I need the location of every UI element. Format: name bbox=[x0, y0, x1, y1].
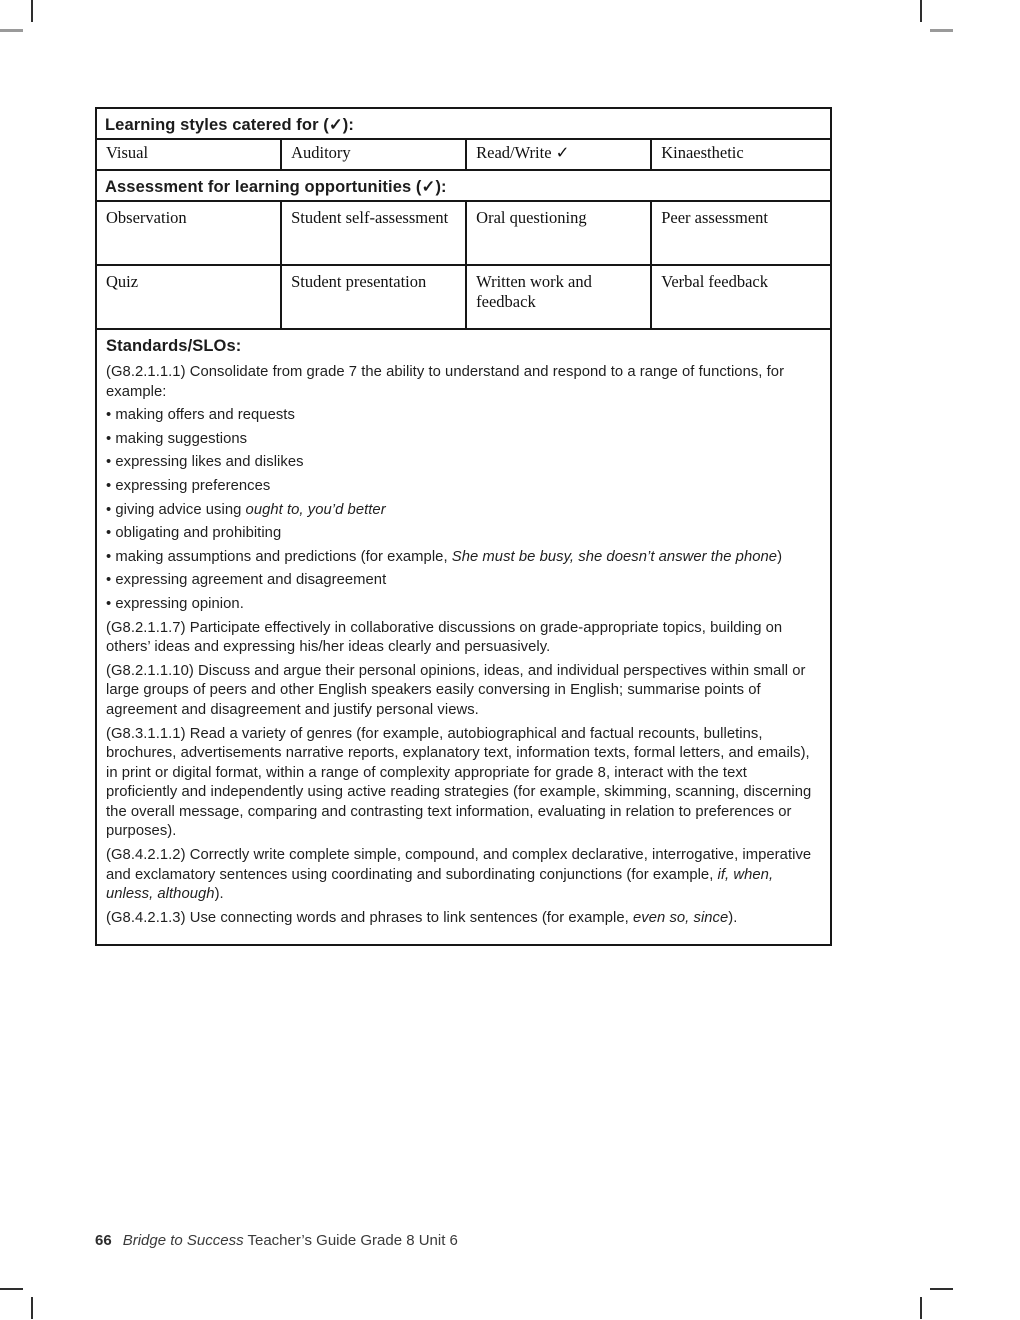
standards-body bbox=[106, 363, 821, 928]
learning-style-auditory: Auditory bbox=[282, 140, 467, 169]
footer-book-title: Bridge to Success bbox=[122, 1232, 244, 1249]
learning-style-kinaesthetic: Kinaesthetic bbox=[661, 143, 744, 162]
assessment-header: Assessment for learning opportunities (✓): bbox=[97, 171, 830, 202]
standards-bullet-item: • giving advice using ought to, you’d better bbox=[106, 501, 386, 518]
assessment-peer-assessment: Peer assessment bbox=[661, 208, 769, 227]
lesson-info-table bbox=[95, 107, 832, 946]
standards-bullet-item: • expressing agreement and disagreement bbox=[106, 572, 387, 589]
standards-paragraph: (G8.2.1.1.10) Discuss and argue their personal opinions, ideas, and individual perspectives within small or large groups of peers and other English speakers easily conversing in English; summarise points of agreement and disagreement and justify personal views. bbox=[106, 662, 806, 718]
bullet-marker: • bbox=[106, 501, 116, 518]
bullet-marker: • bbox=[106, 454, 116, 471]
assessment-quiz: Quiz bbox=[97, 266, 282, 328]
standards-bullet-item: • expressing preferences bbox=[106, 477, 271, 494]
learning-style-visual: Visual bbox=[97, 140, 282, 169]
bullet-marker: • bbox=[106, 548, 116, 565]
crop-mark-top-right-horizontal bbox=[930, 29, 953, 32]
page-number: 66 bbox=[95, 1232, 112, 1249]
assessment-row-2 bbox=[97, 266, 830, 330]
crop-mark-top-left-horizontal bbox=[0, 29, 23, 32]
standards-paragraph: (G8.3.1.1.1) Read a variety of genres (for example, autobiographical and factual recounts, bulletins, brochures, advertisements narrative reports, explanatory text, information texts, formal letters, and emails), in print or digital format, within a range of complexity appropriate for grade 8, interact with the text proficiently and independently using active reading strategies (for example, skimming, scanning, discerning the overall message, comparing and contrasting text information, evaluating in relation to preferences or purposes). bbox=[106, 725, 812, 840]
standards-paragraph: (G8.2.1.1.7) Participate effectively in collaborative discussions on grade-appropriate topics, building on others’ ideas and expressing his/her ideas clearly and persuasively. bbox=[106, 619, 783, 656]
bullet-marker: • bbox=[106, 525, 116, 542]
assessment-observation: Observation bbox=[97, 202, 282, 264]
bullet-marker: • bbox=[106, 595, 116, 612]
page-footer bbox=[95, 1232, 458, 1249]
bullet-marker: • bbox=[106, 407, 116, 424]
standards-bullet-item: • making suggestions bbox=[106, 430, 248, 447]
learning-styles-header: Learning styles catered for (✓): bbox=[97, 109, 830, 140]
crop-mark-bottom-left-vertical bbox=[31, 1297, 33, 1319]
standards-bullet-item: • expressing opinion. bbox=[106, 595, 244, 612]
assessment-row-1 bbox=[97, 202, 830, 266]
standards-bullet-item: • making offers and requests bbox=[106, 407, 295, 424]
bullet-marker: • bbox=[106, 477, 116, 494]
bullet-marker: • bbox=[106, 430, 116, 447]
standards-paragraph: (G8.4.2.1.2) Correctly write complete simple, compound, and complex declarative, interrogative, imperative and exclamatory sentences using coordinating and subordinating conjunctions (for example, if, when, unless, although). bbox=[106, 847, 812, 903]
crop-mark-bottom-right-horizontal bbox=[930, 1288, 953, 1290]
crop-mark-bottom-right-vertical bbox=[920, 1297, 922, 1319]
standards-paragraph: (G8.4.2.1.3) Use connecting words and phrases to link sentences (for example, even so, since). bbox=[106, 909, 738, 926]
assessment-student-presentation: Student presentation bbox=[282, 266, 467, 328]
bullet-marker: • bbox=[106, 572, 116, 589]
standards-bullet-item: • making assumptions and predictions (for example, She must be busy, she doesn’t answer the phone) bbox=[106, 548, 783, 565]
standards-paragraph: (G8.2.1.1.1) Consolidate from grade 7 the ability to understand and respond to a range of functions, for example: bbox=[106, 364, 785, 400]
assessment-self-assessment: Student self-assessment bbox=[282, 202, 467, 264]
crop-mark-top-right-vertical bbox=[920, 0, 922, 22]
crop-mark-bottom-left-horizontal bbox=[0, 1288, 23, 1290]
assessment-written-work: Written work and feedback bbox=[467, 266, 652, 328]
standards-bullet-item: • expressing likes and dislikes bbox=[106, 454, 304, 471]
standards-section bbox=[97, 330, 830, 944]
learning-styles-row bbox=[97, 140, 830, 171]
assessment-oral-questioning: Oral questioning bbox=[467, 202, 652, 264]
standards-header: Standards/SLOs: bbox=[106, 337, 242, 355]
crop-mark-top-left-vertical bbox=[31, 0, 33, 22]
footer-guide-text: Teacher’s Guide Grade 8 Unit 6 bbox=[247, 1232, 458, 1249]
assessment-verbal-feedback: Verbal feedback bbox=[661, 272, 768, 291]
learning-style-read-write: Read/Write ✓ bbox=[467, 140, 652, 169]
standards-bullet-item: • obligating and prohibiting bbox=[106, 525, 282, 542]
